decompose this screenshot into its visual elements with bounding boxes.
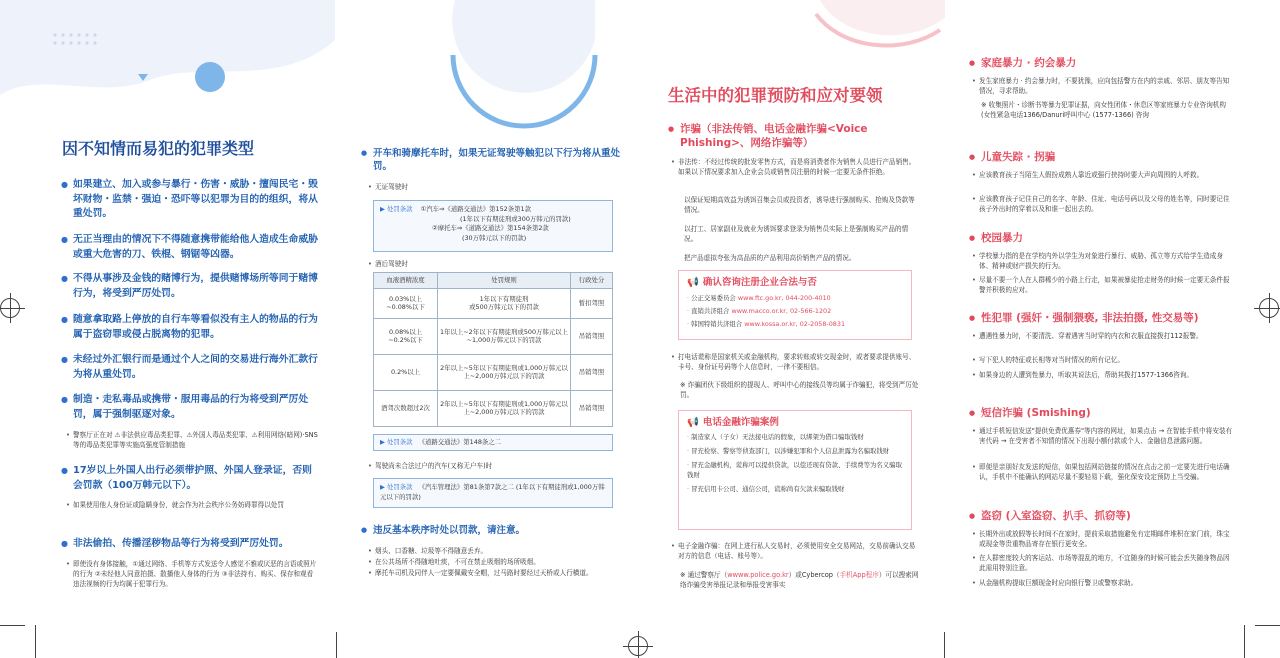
registration-mark — [628, 636, 648, 656]
table-cell: 0.2%以上 — [374, 354, 438, 390]
page-4 — [945, 0, 1280, 658]
table-cell: 吊销驾照 — [571, 354, 613, 390]
section-heading: ● 性犯罪 (强奸・强制猥亵, 非法拍摄, 性交易等) — [981, 311, 1261, 325]
page-1 — [0, 0, 335, 658]
list-item: • 尽量不要一个人在人群稀少的小路上行走，如果被暴徒抢走财务的时候一定要无条件报警并积极的应对。 — [979, 275, 1234, 295]
note-text: • 即使没有身体接触，①通过网络、手机等方式发送令人感觉不雅或厌恶的言语或照片的行为 ②未经他人同意拍摄、散播他人身体的行为 ③非法持有、购买、保存和观看违法视频的行为均属于犯罪行为。 — [73, 559, 318, 589]
list-item: 以打工、居家副业及就业为诱饵要求登录为销售员实际上是强制购买产品的情况。 — [684, 225, 909, 243]
app-link[interactable]: 手机App程序 — [839, 571, 879, 579]
list-item: • 应该教育孩子记住自己的名字、年龄、住址、电话号码以及父母的姓名等，同时要记住孩子外出时的穿着以及和谁一起出去的。 — [979, 194, 1234, 214]
penalty-line: 《汽车管理法》第81条第7款之二 (1年以下有期徒刑或1,000万韩元以下的罚款) — [380, 483, 605, 501]
crop-mark — [1244, 625, 1245, 658]
crop-mark — [1255, 625, 1280, 626]
section-heading: ● 家庭暴力 · 约会暴力 — [981, 56, 1261, 70]
crop-mark — [944, 632, 945, 658]
list-item: • 发生家庭暴力 · 约会暴力时，不要犹豫，应向包括警方在内的亲戚、邻居、朋友等告知情况，寻求帮助。 — [979, 76, 1234, 96]
section-heading: ● 违反基本秩序时处以罚款，请注意。 — [373, 524, 623, 537]
list-item: • 应该教育孩子当陌生人假扮成熟人靠近或强行挟持时要大声向周围的人呼救。 — [979, 170, 1234, 180]
penalty-box — [373, 478, 613, 508]
list-item: • 通过手机短信发送"提供免费优惠券"等内容的网址，如果点击 → 在智能手机中将安装有害代码 → 在受害者不知情的情况下出现小额付款或个人、金融信息泄露问题。 — [979, 426, 1234, 446]
org-name: 韩国特销共济组合 — [691, 320, 743, 328]
list-item — [687, 292, 903, 305]
table-cell: 1年以上~2年以下有期徒刑或500万韩元以上~1,000万韩元以下的罚款 — [438, 318, 571, 354]
list-item: • 非法传：不经过传统的批发零售方式，而是将消费者作为销售人员进行产品销售。如果以下情况要求加入企业会员或销售员注册的时候一定要无条件拒绝。 — [678, 157, 918, 177]
table-cell: 酒驾次数超过2次 — [374, 390, 438, 426]
page-3 — [640, 0, 945, 658]
registration-mark — [1259, 298, 1279, 318]
list-item: ● 非法偷拍、传播淫秽物品等行为将受到严厉处罚。 — [73, 537, 318, 552]
police-link[interactable]: wwww.police.go.kr — [727, 571, 789, 579]
note-text — [680, 570, 920, 590]
list-item: ● 未经过外汇银行而是通过个人之间的交易进行海外汇款行为将从重处罚。 — [73, 353, 318, 382]
sub-heading: • 无证驾驶时 — [375, 182, 408, 192]
sub-heading: • 酒后驾驶时 — [375, 259, 408, 269]
note-text: • 如果使用他人身份证或隐瞒身份，就会作为社会秩序公务妨碍罪得以处罚 — [73, 500, 318, 510]
table-cell: 2年以上~5年以下有期徒刑或1,000万韩元以上~2,000万韩元以下的罚款 — [438, 390, 571, 426]
table-row — [374, 318, 613, 354]
confirm-title — [687, 276, 903, 290]
section-heading: ● 校园暴力 — [981, 231, 1261, 245]
org-link[interactable]: www.kossa.or.kr, 02-2058-0831 — [744, 320, 846, 328]
penalty-tag: ▶ 处罚条款 — [380, 438, 413, 446]
column-header: 处罚规则 — [438, 273, 571, 289]
registration-mark — [0, 298, 20, 318]
list-item: • 遭遇性暴力时，不要清洗、穿着遇害当时穿的内衣和衣服直接拨打112报警。 — [979, 331, 1234, 341]
page-title: 因不知情而易犯的犯罪类型 — [62, 139, 255, 158]
list-item: ● 无正当理由的情况下不得随意携带能给他人造成生命威胁或重大危害的刀、铁棍、钢锯等凶器。 — [73, 233, 318, 262]
penalty-line: (30万韩元以下的罚款) — [462, 233, 527, 242]
list-item: • 打电话谎称是国家机关或金融机构，要求转账或转交现金时，或者要求提供账号、卡号、身份证号码等个人信息时，一律不要相信。 — [678, 352, 918, 372]
crop-mark — [35, 625, 36, 658]
org-name: 直销共济组合 — [691, 307, 730, 315]
section-heading: ● 短信诈骗 (Smishing) — [981, 406, 1261, 420]
list-item — [687, 305, 903, 318]
top-decoration — [335, 0, 640, 140]
table-row — [374, 390, 613, 426]
note-part: ）或Cybercop（ — [788, 571, 840, 579]
megaphone-icon: 📢 — [687, 417, 699, 428]
page-2 — [335, 0, 640, 658]
penalty-tag: ▶ 处罚条款 — [380, 483, 413, 491]
list-item: • 长期外出或放假等长时间不在家时，提前采取措施避免有定期邮件堆积在家门前，珠宝或现金等贵重物品寄存在银行更安全。 — [979, 529, 1234, 549]
table-cell: 吊销驾照 — [571, 390, 613, 426]
penalty-box — [373, 434, 613, 451]
list-item: ● 随意拿取路上停放的自行车等看似没有主人的物品的行为属于盗窃罪或侵占脱离物的犯罪。 — [73, 313, 318, 342]
penalty-box — [373, 200, 613, 252]
list-item: • 写下犯人的特征或长相等对当时情况的所有记忆。 — [979, 355, 1234, 365]
note-text: • 警察厅正在对 ⚠非法供应毒品类犯罪、⚠外国人毒品类犯罪、⚠利用网络(暗网)·SNS等的毒品类犯罪等实施高强度管制措施 — [73, 430, 318, 450]
cases-title-text: 电话金融诈骗案例 — [702, 417, 779, 428]
list-item: ● 17岁以上外国人出行必须带护照、外国人登录证，否则会罚款（100万韩元以下）。 — [73, 464, 318, 493]
note-text: ※ 诈骗团伙下级组织的提现人、呼叫中心的接线员等均属于诈骗犯，将受到严厉处罚。 — [680, 381, 919, 399]
list-item: · 冒充金融机构，谎称可以提供贷款，以偿还现有贷款、手续费等为名义骗取钱财 — [687, 460, 903, 480]
table-cell: 2年以上~5年以下有期徒刑或1,000万韩元以上~2,000万韩元以下的罚款 — [438, 354, 571, 390]
drunk-driving-table — [373, 272, 613, 427]
list-item: ● 制造・走私毒品或携带・服用毒品的行为将受到严厉处罚，属于强制驱逐对象。 — [73, 393, 318, 422]
section-heading: ● 盗窃 (入室盗窃、扒手、抓窃等) — [981, 509, 1261, 523]
confirm-box — [678, 270, 912, 340]
list-item: • 从金融机构提取巨额现金时应向银行警卫或警察求助。 — [979, 578, 1234, 588]
table-cell: 0.08%以上 ~0.2%以下 — [374, 318, 438, 354]
list-item: • 烟头、口香糖、垃圾等不得随意丢弃。 — [375, 546, 615, 556]
table-cell: 1年以下有期徒刑 或500万韩元以下的罚款 — [438, 288, 571, 318]
column-header: 行政处分 — [571, 273, 613, 289]
list-item: 把产品虚拟夸张为高品质的产品利用高价销售产品的情况。 — [684, 254, 856, 262]
list-item: • 在公共场所不得随地吐痰，不可在禁止吸烟的场所吸烟。 — [375, 557, 615, 567]
sub-heading: • 驾驶尚未合法过户的汽车(又称无户车)时 — [375, 461, 492, 471]
table-header-row — [374, 273, 613, 289]
cases-box — [678, 410, 912, 530]
list-item: ● 不得从事涉及金钱的赌博行为，提供赌博场所等同于赌博行为，将受到严厉处罚。 — [73, 272, 318, 301]
list-item: · 制造家人（子女）无法接电话的假象，以绑架为借口骗取钱财 — [687, 432, 903, 442]
crop-mark — [0, 625, 25, 626]
penalty-line: ①汽车⇒《道路交通法》第152条第1款 — [420, 205, 531, 213]
penalty-line: (1年以下有期徒刑或300万韩元的罚款) — [460, 214, 571, 223]
note-part: ※ 通过警察厅（ — [680, 571, 728, 579]
section-heading: ● 儿童失踪 · 拐骗 — [981, 150, 1261, 164]
org-link[interactable]: www.macco.or.kr, 02-566-1202 — [731, 307, 832, 315]
org-link[interactable]: www.ftc.go.kr, 044-200-4010 — [737, 294, 831, 302]
list-item — [687, 318, 903, 331]
page-title: 生活中的犯罪预防和应对要领 — [668, 86, 883, 105]
list-item: · 冒充检察、警察等侦查部门，以涉嫌犯罪和个人信息泄露为名骗取钱财 — [687, 446, 903, 456]
section-heading: ● 开车和骑摩托车时，如果无证驾驶等触犯以下行为将从重处罚。 — [373, 147, 623, 173]
penalty-line: ②摩托车⇒《道路交通法》第154条第2款 — [432, 224, 549, 232]
table-cell: 吊销驾照 — [571, 318, 613, 354]
megaphone-icon: 📢 — [687, 277, 699, 288]
table-row — [374, 288, 613, 318]
penalty-tag: ▶ 处罚条款 — [380, 205, 413, 213]
penalty-line: 《道路交通法》第148条之二 — [418, 438, 502, 446]
confirm-title-text: 确认咨询注册企业合法与否 — [702, 277, 817, 288]
cases-title — [687, 416, 903, 430]
org-name: 公正交易委员会 — [691, 294, 736, 302]
list-item: • 电子金融诈骗：在网上进行私人交易时，必须使用安全交易网站，交易前确认交易对方的信息（电话、账号等）。 — [678, 541, 918, 561]
list-item: · 冒充信用卡公司、通信公司，谎称尚有欠款来骗取钱财 — [687, 484, 903, 494]
table-cell: 暂扣驾照 — [571, 288, 613, 318]
list-item: • 摩托车司机及同伴人一定要佩戴安全帽，过马路时要经过天桥或人行横道。 — [375, 568, 615, 578]
list-item: • 即便是亲朋好友发送的短信，如果包括网站链接的情况在点击之前一定要先进行电话确认，手机中不能确认的网站尽量不要轻易下载，强化保安设定预防上当受骗。 — [979, 462, 1234, 482]
list-item: ● 如果建立、加入或参与暴行・伤害・威胁・擅闯民宅・毁坏财物・监禁・强迫・恐吓等以犯罪为目的的组织，将从重处罚。 — [73, 178, 318, 222]
note-part: ）可以搜索网络诈骗受害举报记录和举报受害事实 — [680, 571, 919, 589]
top-decoration — [0, 0, 335, 130]
list-item: • 在人群密度较大的客运站、市场等混乱的地方，不宜随身的时候可能会丢失随身物品因此需用特别注意。 — [979, 553, 1234, 573]
section-heading: ● 诈骗（非法传销、电话金融诈骗<Voice Phishing>、网络诈骗等） — [680, 122, 930, 150]
table-row — [374, 354, 613, 390]
note-text: ※ 收集照片・诊断书等暴力犯罪证据，向女性团体・休息区等家庭暴力专业咨询机构 (女性紧急电话1366/Danuri呼叫中心 (1577-1366) 咨询 — [981, 101, 1226, 119]
crop-mark — [336, 632, 337, 658]
list-item: • 如果身边的人遭到性暴力，听取其说法后，帮助其拨打1577-1366咨询。 — [979, 370, 1234, 380]
top-decoration — [640, 0, 945, 90]
list-item: • 学校暴力指的是在学校内外以学生为对象进行暴行、威胁、孤立等方式给学生造成身体、精神或财产损失的行为。 — [979, 251, 1234, 271]
column-header: 血液酒精浓度 — [374, 273, 438, 289]
list-item: 以保证短期高效益为诱饵召集会员或投资者，诱导进行强制购买、抢购及贷款等情况。 — [684, 196, 915, 214]
table-cell: 0.03%以上 ~0.08%以下 — [374, 288, 438, 318]
